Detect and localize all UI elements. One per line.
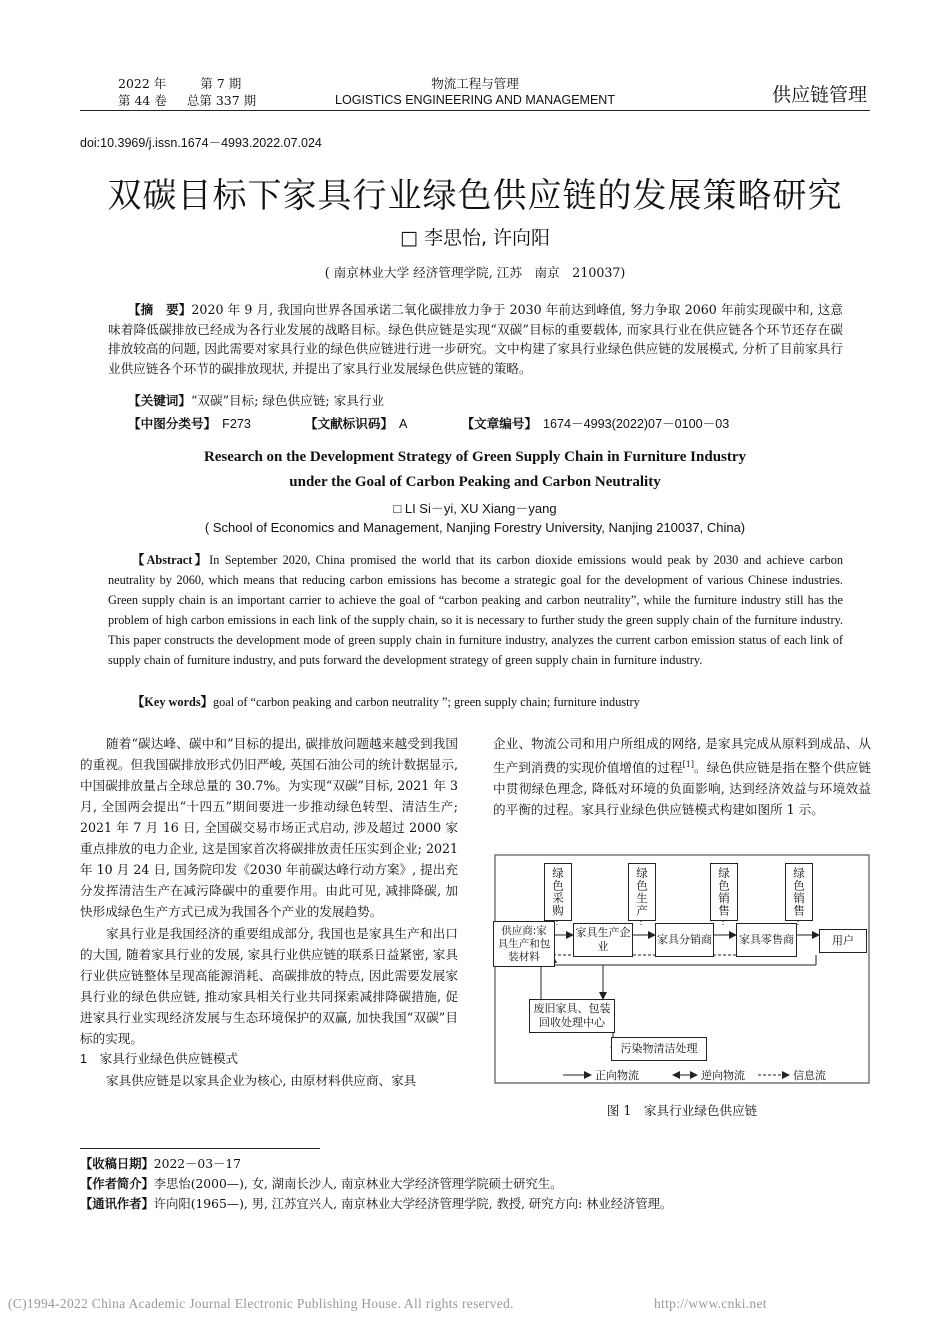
abstract-cn-label: 【摘 要】	[128, 302, 192, 317]
article-number: 1674－4993(2022)07－0100－03	[543, 417, 730, 431]
doi: doi:10.3969/j.issn.1674－4993.2022.07.024	[80, 136, 322, 150]
footnotes	[80, 1154, 870, 1214]
section-label: 供应链管理	[772, 84, 868, 106]
title-en-line2: under the Goal of Carbon Peaking and Carbon Neutrality	[289, 474, 661, 490]
total-issue: 总第 337 期	[186, 93, 257, 108]
journal-name	[290, 75, 660, 109]
year: 2022 年	[118, 76, 167, 91]
legend-forward: 正向物流	[595, 1069, 639, 1082]
legend-reverse: 逆向物流	[701, 1069, 745, 1082]
clc-label: 【中图分类号】	[128, 416, 217, 431]
figure-1	[493, 853, 871, 1085]
figure-caption: 图 1 家具行业绿色供应链	[606, 1103, 758, 1118]
keywords-cn-label: 【关键词】	[128, 393, 191, 408]
recycle-center-box: 废旧家具、包装回收处理中心	[529, 999, 615, 1033]
retailer-box: 家具零售商	[736, 923, 797, 957]
issue-info	[118, 75, 268, 109]
cnki-url[interactable]: http://www.cnki.net	[654, 1296, 767, 1311]
abstract-en	[108, 550, 843, 670]
corr-label: 【通讯作者】	[80, 1196, 154, 1211]
footnote-rule	[80, 1148, 320, 1149]
body-paragraph-2: 家具行业是我国经济的重要组成部分, 我国也是家具生产和出口的大国, 随着家具行业的发展, 家具行业供应链的联系日益紧密, 家具行业供应链整体呈现高能源消耗、高碳排放的特点, 因此需要发展家具行业的绿色供应链, 推动家具相关行业共同探索减排降碳措施, 促进家具行业实现经济发展与生态环境保护的双赢, 加快我国“双碳”目标的实现。	[80, 926, 458, 1046]
received-label: 【收稿日期】	[80, 1156, 154, 1171]
body-paragraph-1: 随着“碳达峰、碳中和”目标的提出, 碳排放问题越来越受到我国的重视。但我国碳排放形式仍旧严峻, 英国石油公司的统计数据显示, 中国碳排放量占全球总量的 30.7%。为实现“双碳”目标, 2021 年 3 月, 全国两会提出“十四五”期间要进一步推动绿色转型、清洁生产; 2021 年 7 月 16 日, 全国碳交易市场正式启动, 涉及超过 2000 家重点排放的电力企业, 这是国家首次将碳排放责任压实到企业; 2021 年 10 月 24 日, 国务院印发《2030 年前碳达峰行动方案》, 提出充分发挥清洁生产在减污降碳中的重要作用。由此可见, 减排降碳, 加快形成绿色生产方式已成为我国各个产业的发展趋势。	[80, 736, 458, 919]
green-procurement-box: 绿色采购	[544, 863, 572, 921]
body-paragraph-3: 家具供应链是以家具企业为核心, 由原材料供应商、家具	[106, 1073, 417, 1088]
body-right-paragraph: 企业、物流公司和用户所组成的网络, 是家具完成从原料到成品、从生产到消费的实现价值增值的过程	[493, 736, 871, 776]
author-bio: 李思怡(2000—), 女, 湖南长沙人, 南京林业大学经济管理学院硕士研究生。	[153, 1177, 563, 1191]
keywords-en	[132, 692, 843, 712]
paper-title: 双碳目标下家具行业绿色供应链的发展策略研究	[107, 176, 843, 216]
keywords-en-label: 【Key words】	[132, 695, 213, 709]
keywords-en-text: goal of “carbon peaking and carbon neutrality ”; green supply chain; furniture industry	[212, 695, 640, 709]
green-production-box: 绿色生产	[628, 863, 656, 921]
authors-cn: □ 李思怡, 许向阳	[399, 227, 551, 249]
keywords-cn	[128, 391, 843, 411]
green-sales-box-1: 绿色销售	[710, 863, 738, 921]
issue: 第 7 期	[200, 76, 242, 91]
pollution-treatment-box: 污染物清洁处理	[611, 1037, 707, 1061]
doc-label: 【文献标识码】	[304, 416, 394, 431]
section-heading-1: 1 家具行业绿色供应链模式	[80, 1052, 239, 1066]
doc-code: A	[399, 417, 408, 431]
green-sales-box-2: 绿色销售	[785, 863, 813, 921]
corr-author: 许向阳(1965—), 男, 江苏宜兴人, 南京林业大学经济管理学院, 教授, 研究方向: 林业经济管理。	[153, 1197, 673, 1211]
manufacturer-box: 家具生产企业	[573, 923, 633, 957]
abstract-cn-text: 2020 年 9 月, 我国向世界各国承诺二氧化碳排放力争于 2030 年前达到峰值, 努力争取 2060 年前实现碳中和, 这意味着降低碳排放已经成为各行业发展的战略目标。绿色供应链是实现“双碳”目标的重要载体, 而家具行业在供应链各个环节还存在碳排放较高的问题, 因此需要对家具行业的绿色供应链进行进一步研究。文中构建了家具行业绿色供应链的发展模式, 分析了目前家具行业供应链各个环节的碳排放现状, 并提出了家具行业发展绿色供应链的策略。	[108, 302, 843, 376]
journal-cn: 物流工程与管理	[431, 76, 519, 91]
abstract-cn	[108, 300, 843, 378]
user-box: 用户	[819, 929, 867, 953]
copyright: (C)1994-2022 China Academic Journal Electronic Publishing House. All rights reserved.	[8, 1296, 514, 1311]
abstract-en-text: In September 2020, China promised the world that its carbon dioxide emissions would peak by 2030 and achieve carbon neutrality by 2060, which means that reducing carbon emissions has become a strategic goal for the development of various Chinese industries. Green supply chain is an important carrier to achieve the goal of “carbon peaking and carbon neutrality”, while the furniture industry still has the problem of high carbon emissions in each link of the supply chain, so it is necessary to further study the green supply chain of the furniture industry. This paper constructs the development mode of green supply chain in furniture industry, analyzes the current carbon emission status of each link of supply chain of furniture industry, and puts forward the development strategy of green supply chain in furniture industry.	[108, 553, 843, 667]
body-right-paragraph-cont: 。绿色供应链是指在整个供应链中贯彻绿色理念, 降低对环境的负面影响, 达到经济效益与环境效益的平衡的过程。家具行业绿色供应链模式构建如图所 1 示。	[493, 760, 872, 818]
affiliation-cn: ( 南京林业大学 经济管理学院, 江苏 南京 210037)	[324, 265, 626, 280]
abstract-en-label: 【Abstract】	[132, 553, 210, 567]
keywords-cn-text: “双碳”目标; 绿色供应链; 家具行业	[190, 393, 385, 408]
body-right-column	[493, 733, 871, 820]
journal-en: LOGISTICS ENGINEERING AND MANAGEMENT	[335, 93, 615, 107]
article-label: 【文章编号】	[461, 416, 538, 431]
body-left-column	[80, 733, 458, 1091]
received-date: 2022－03－17	[153, 1157, 241, 1171]
distributor-box: 家具分销商	[655, 923, 714, 957]
authors-en: □ LI Si－yi, XU Xiang－yang	[393, 501, 557, 516]
author-label: 【作者简介】	[80, 1176, 154, 1191]
classification	[128, 414, 843, 435]
header-rule	[80, 110, 870, 111]
title-en-line1: Research on the Development Strategy of Green Supply Chain in Furniture Industry	[203, 449, 747, 465]
citation: [1]	[682, 760, 694, 769]
supplier-box: 供应商:家具生产和包装材料	[493, 921, 555, 967]
legend-info: 信息流	[793, 1069, 826, 1082]
affiliation-en: ( School of Economics and Management, Nanjing Forestry University, Nanjing 210037, China)	[204, 520, 746, 535]
volume: 第 44 卷	[118, 93, 167, 108]
clc-code: F273	[222, 417, 251, 431]
